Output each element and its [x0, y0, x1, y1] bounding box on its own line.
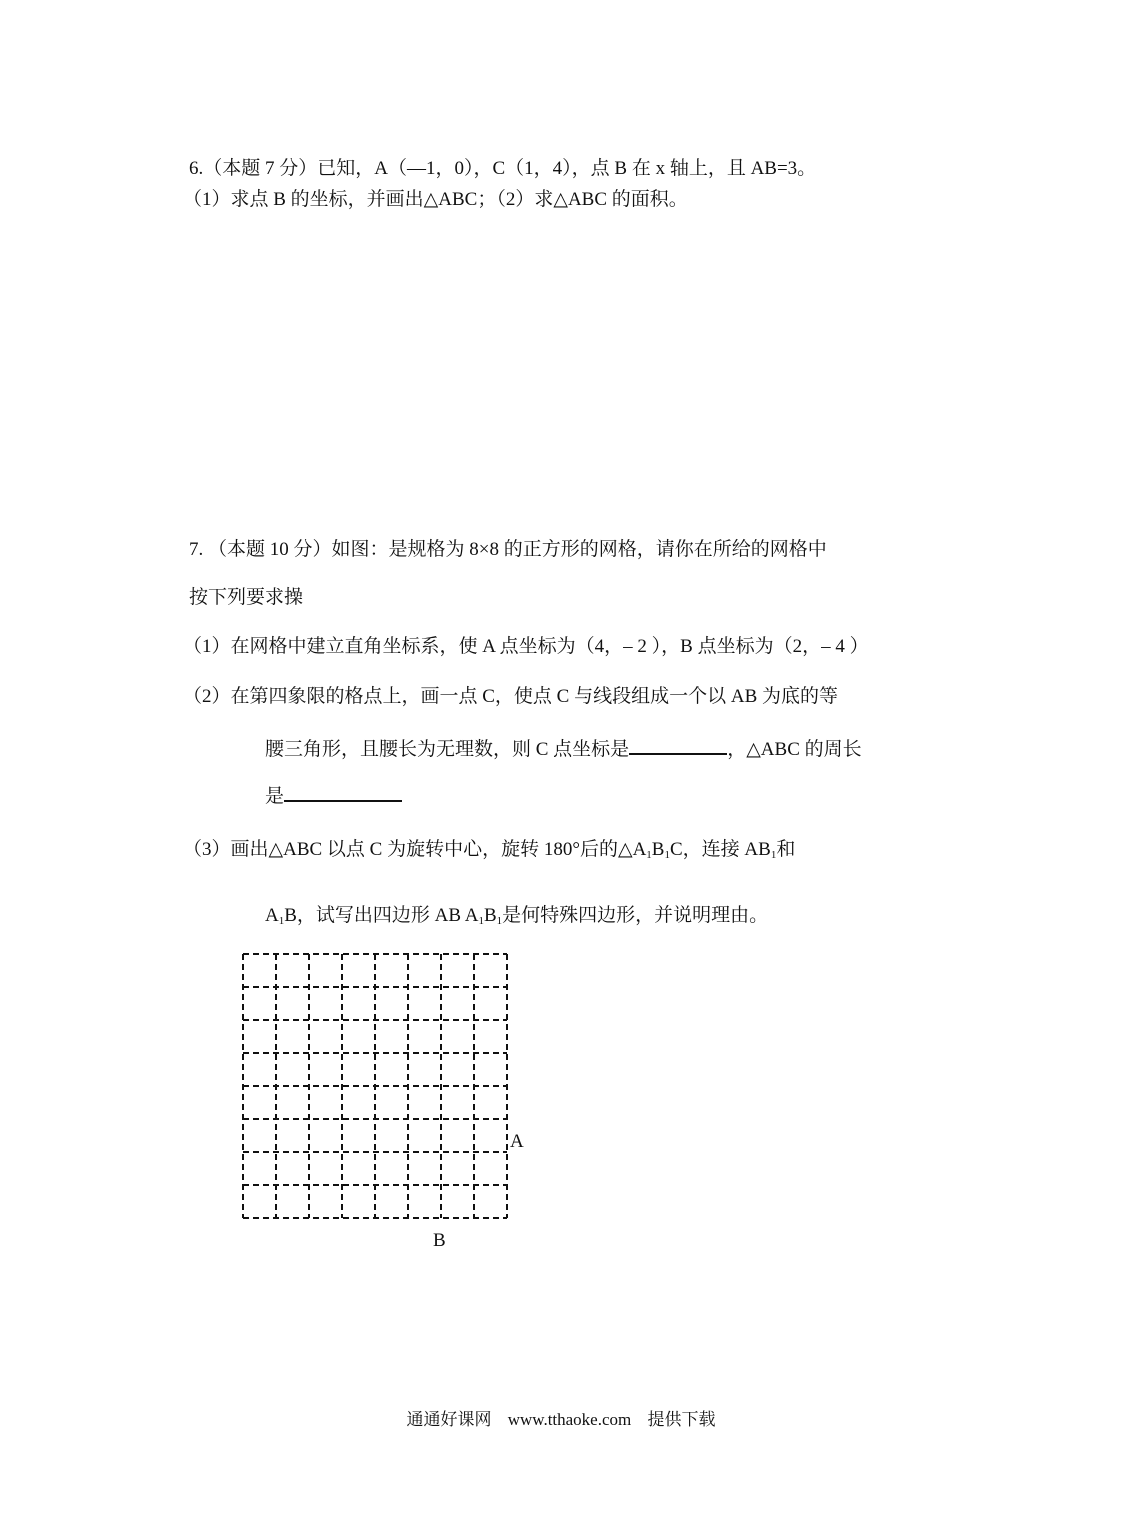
q7-part-3-text: B: [483, 905, 497, 926]
subscript: 1: [646, 849, 652, 861]
subscript: 1: [496, 915, 503, 927]
point-label-a: A: [510, 1131, 524, 1152]
footer: [0, 1408, 1122, 1432]
q7-statement: 7. （本题 10 分）如图：是规格为 8×8 的正方形的网格，请你在所给的网格中: [189, 539, 827, 560]
q7-part-1: （1）在网格中建立直角坐标系，使 A 点坐标为（4，– 2 ），B 点坐标为（2，– 4 ）: [183, 636, 869, 657]
q7-part-3-text: 和: [776, 839, 796, 860]
q7-part-3-text: C，连接 AB: [669, 839, 771, 860]
point-label-b: B: [433, 1230, 446, 1251]
q7-part-2-text: 腰三角形，且腰长为无理数，则 C 点坐标是: [265, 739, 630, 760]
footer-note: 提供下载: [647, 1410, 716, 1429]
q7-part-3-text: （3）画出△ABC 以点 C 为旋转中心，旋转 180°后的△A: [183, 839, 647, 860]
square-grid-figure: [242, 953, 508, 1219]
answer-blank-c-coord[interactable]: [629, 733, 727, 755]
q7-part-3-cont: [265, 903, 768, 929]
q6-tasks: （1）求点 B 的坐标，并画出△ABC；（2）求△ABC 的面积。: [183, 189, 688, 210]
q7-part-2-perimeter-label: 是: [265, 786, 285, 807]
q7-part-2-cont: [265, 733, 862, 763]
subscript: 1: [478, 915, 484, 927]
answer-blank-perimeter[interactable]: [284, 780, 402, 802]
subscript: 1: [664, 849, 670, 861]
q7-statement-cont: 按下列要求操: [189, 587, 304, 608]
q7-part-2: （2）在第四象限的格点上，画一点 C，使点 C 与线段组成一个以 AB 为底的等: [183, 686, 838, 707]
q7-part-3: [183, 837, 795, 863]
footer-url[interactable]: www.tthaoke.com: [507, 1410, 632, 1429]
dashed-grid: [242, 953, 508, 1219]
subscript: 1: [770, 849, 777, 861]
q6-statement: 6.（本题 7 分）已知，A（—1，0），C（1，4），点 B 在 x 轴上，且 AB=3。: [189, 158, 817, 179]
q7-part-2-text-after: ，△ABC 的周长: [727, 739, 862, 760]
subscript: 1: [278, 915, 285, 927]
q7-part-3-text: B: [651, 839, 665, 860]
footer-site-name: 通通好课网: [406, 1410, 492, 1429]
q7-part-3-text: A: [265, 905, 279, 926]
q7-part-3-text: 是何特殊四边形，并说明理由。: [502, 905, 769, 926]
q7-part-2-perimeter: [265, 780, 402, 810]
q7-part-3-text: B，试写出四边形 AB A: [284, 905, 479, 926]
